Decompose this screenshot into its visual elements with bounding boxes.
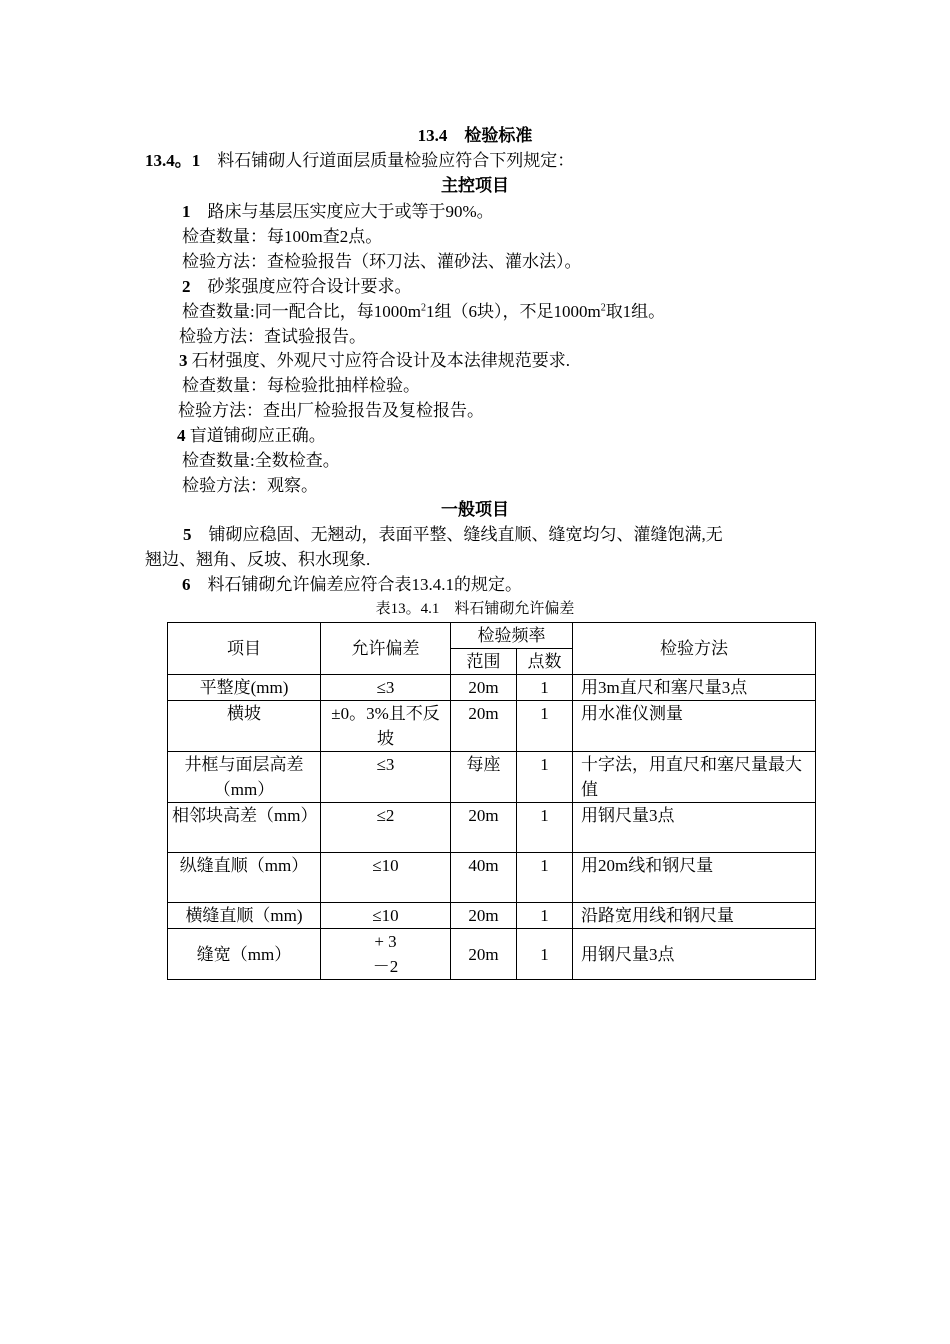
cell-tolerance: ≤2 (321, 803, 451, 853)
tolerance-plus: + 3 (374, 932, 397, 951)
cell-range: 20m (451, 701, 517, 752)
main-item-4-method: 检验方法：观察。 (182, 476, 318, 495)
cell-item: 横缝直顺（mm) (168, 903, 321, 929)
cell-range: 20m (451, 675, 517, 701)
item-text: 料石铺砌允许偏差应符合表13.4.1的规定。 (190, 575, 522, 594)
cell-range: 20m (451, 803, 517, 853)
main-heading: 主控项目 (441, 176, 509, 195)
cell-item: 相邻块高差（mm） (168, 803, 321, 853)
header-tolerance: 允许偏差 (321, 623, 451, 675)
main-item-2-quantity (182, 300, 665, 324)
cell-range: 20m (451, 929, 517, 980)
header-points: 点数 (517, 649, 573, 675)
quantity-text-c: 取1组。 (605, 302, 666, 321)
item-number: 4 (177, 426, 186, 445)
item-text: 路床与基层压实度应大于或等于90%。 (190, 202, 494, 221)
table-row (168, 903, 816, 929)
main-item-1 (182, 200, 494, 224)
tolerance-minus: －2 (372, 957, 399, 976)
cell-points: 1 (517, 803, 573, 853)
main-item-1-method: 检验方法：查检验报告（环刀法、灌砂法、灌水法）。 (182, 252, 582, 271)
cell-tolerance: ≤10 (321, 903, 451, 929)
cell-points: 1 (517, 929, 573, 980)
clause-13-4-1 (145, 149, 574, 173)
main-item-4 (177, 424, 326, 448)
main-item-2 (182, 275, 412, 299)
cell-method: 用钢尺量3点 (573, 929, 816, 980)
cell-item: 平整度(mm) (168, 675, 321, 701)
cell-range: 40m (451, 853, 517, 903)
clause-text: 料石铺砌人行道面层质量检验应符合下列规定： (200, 151, 575, 170)
superscript-a: 2 (420, 302, 426, 314)
cell-points: 1 (517, 701, 573, 752)
cell-points: 1 (517, 675, 573, 701)
item-number: 5 (183, 525, 192, 544)
table-row (168, 752, 816, 803)
main-item-2-method: 检验方法：查试验报告。 (179, 327, 366, 346)
table-row (168, 929, 816, 980)
cell-item: 井框与面层高差（mm） (168, 752, 321, 803)
cell-method: 用钢尺量3点 (573, 803, 816, 853)
cell-method: 用20m线和钢尺量 (573, 853, 816, 903)
cell-method: 沿路宽用线和钢尺量 (573, 903, 816, 929)
cell-points: 1 (517, 853, 573, 903)
item-text: 盲道铺砌应正确。 (185, 426, 326, 445)
table-row (168, 701, 816, 752)
cell-item: 横坡 (168, 701, 321, 752)
section-title: 13.4 检验标准 (417, 126, 533, 145)
cell-tolerance: ≤3 (321, 752, 451, 803)
cell-tolerance: ±0。3%且不反坡 (321, 701, 451, 752)
main-item-3 (179, 349, 570, 373)
superscript-b: 2 (600, 302, 606, 314)
cell-method: 用水准仪测量 (573, 701, 816, 752)
header-range: 范围 (451, 649, 517, 675)
cell-tolerance: ≤10 (321, 853, 451, 903)
table-caption: 表13。4.1 料石铺砌允许偏差 (375, 601, 575, 617)
header-item: 项目 (168, 623, 321, 675)
item-text: 砂浆强度应符合设计要求。 (190, 277, 412, 296)
item-text: 铺砌应稳固、无翘动，表面平整、缝线直顺、缝宽均匀、灌缝饱满,无 (191, 525, 723, 544)
main-item-1-quantity: 检查数量：每100m查2点。 (182, 227, 383, 246)
cell-points: 1 (517, 903, 573, 929)
cell-tolerance: ≤3 (321, 675, 451, 701)
header-frequency: 检验频率 (451, 623, 573, 649)
cell-points: 1 (517, 752, 573, 803)
item-number: 2 (182, 277, 191, 296)
cell-item: 缝宽（mm） (168, 929, 321, 980)
cell-range: 20m (451, 903, 517, 929)
table-row (168, 803, 816, 853)
quantity-text-a: 检查数量:同一配合比，每1000m (182, 302, 421, 321)
item-number: 3 (179, 351, 188, 370)
item-text: 石材强度、外观尺寸应符合设计及本法律规范要求. (187, 351, 570, 370)
quantity-text-b: 1组（6块），不足1000m (425, 302, 601, 321)
cell-method: 十字法，用直尺和塞尺量最大值 (573, 752, 816, 803)
header-method: 检验方法 (573, 623, 816, 675)
item-number: 1 (182, 202, 191, 221)
main-item-4-quantity: 检查数量:全数检查。 (182, 451, 340, 470)
main-item-3-quantity: 检查数量：每检验批抽样检验。 (182, 376, 420, 395)
cell-item: 纵缝直顺（mm） (168, 853, 321, 903)
general-item-5-line1 (183, 523, 723, 547)
table-header-row (168, 623, 816, 649)
table-row (168, 675, 816, 701)
general-item-5-line2: 翘边、翘角、反坡、积水现象. (145, 550, 371, 569)
cell-method: 用3m直尺和塞尺量3点 (573, 675, 816, 701)
cell-range: 每座 (451, 752, 517, 803)
cell-tolerance (321, 929, 451, 980)
main-item-3-method: 检验方法：查出厂检验报告及复检报告。 (178, 401, 484, 420)
clause-number: 13.4。1 (145, 151, 201, 170)
general-item-6 (182, 573, 522, 597)
item-number: 6 (182, 575, 191, 594)
deviation-table (167, 622, 816, 980)
general-heading: 一般项目 (441, 500, 509, 519)
table-row (168, 853, 816, 903)
